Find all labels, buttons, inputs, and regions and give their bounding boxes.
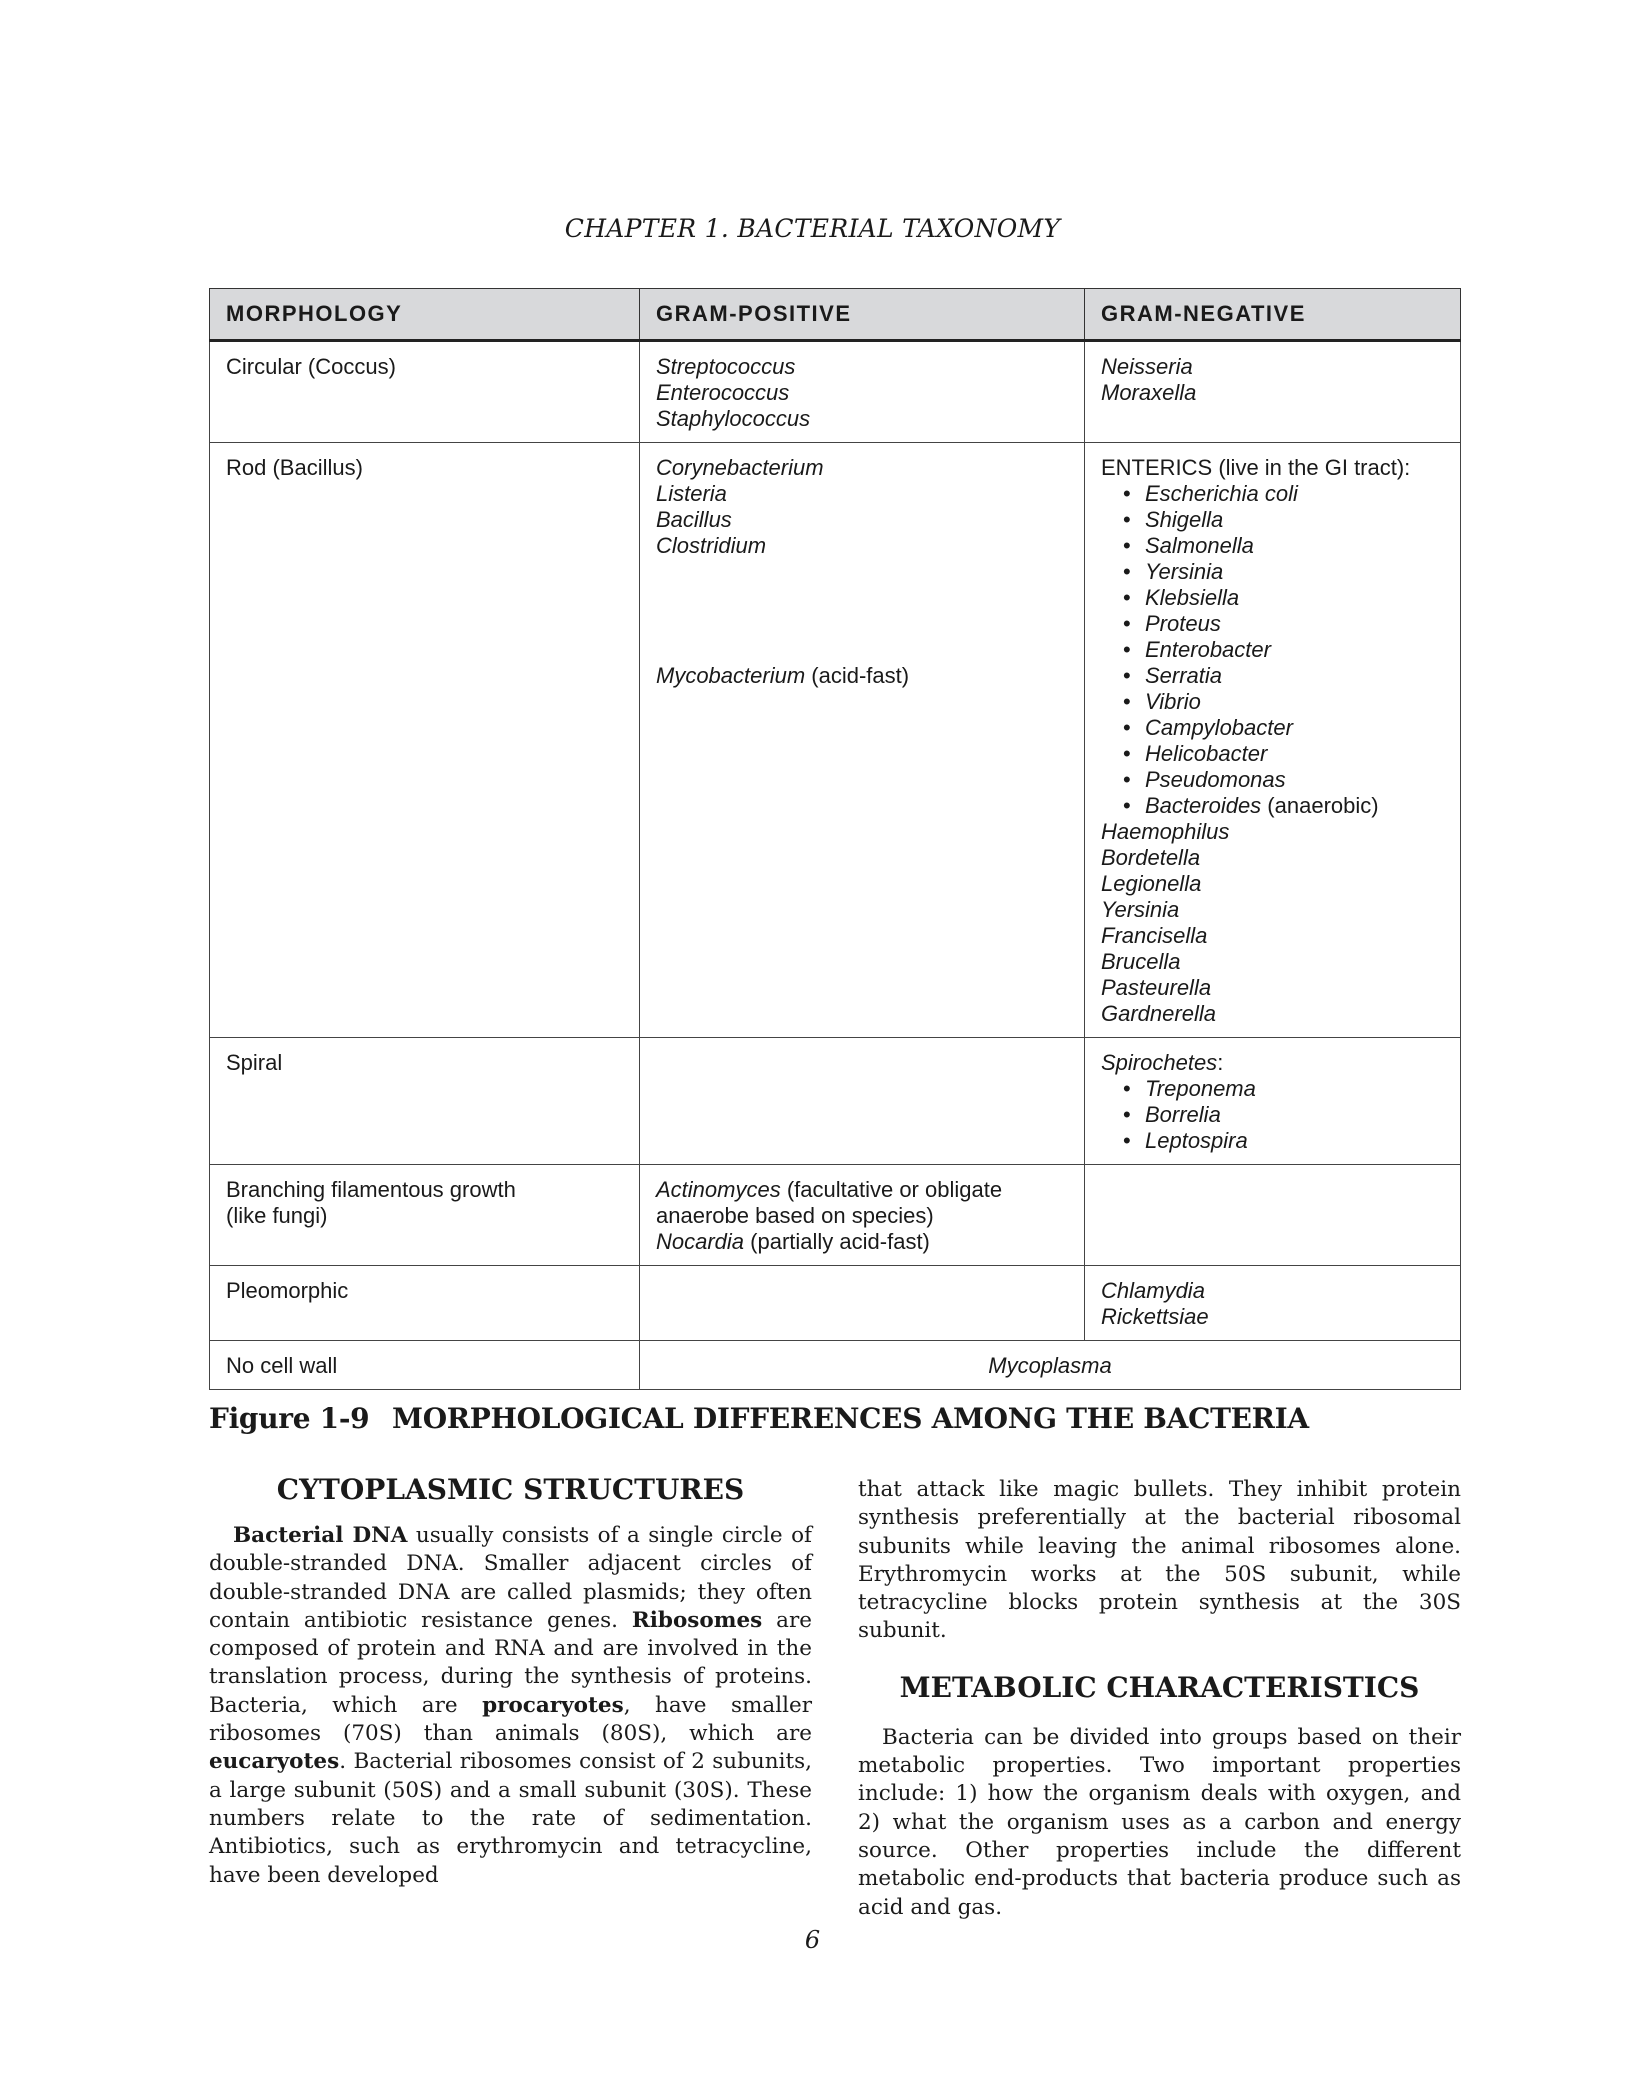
list-item: • Campylobacter (1123, 715, 1293, 740)
organism: Francisella (1101, 923, 1208, 948)
section-heading-cytoplasmic: CYTOPLASMIC STRUCTURES (276, 1473, 745, 1506)
organism: Listeria (656, 481, 727, 506)
list-item: • Bacteroides (anaerobic) (1123, 793, 1379, 818)
organism: Moraxella (1101, 380, 1197, 405)
cell-morphology (210, 341, 640, 443)
list-item: • Borrelia (1123, 1102, 1221, 1127)
organism-with-note: Nocardia (partially acid-fast) (656, 1229, 930, 1254)
list-item: • Proteus (1123, 611, 1221, 636)
list-item: • Salmonella (1123, 533, 1254, 558)
header-gram-negative: GRAM-NEGATIVE (1085, 289, 1461, 341)
list-item: • Escherichia coli (1123, 481, 1298, 506)
organism: Legionella (1101, 871, 1202, 896)
organism: Neisseria (1101, 354, 1193, 379)
organism: Clostridium (656, 533, 767, 558)
morphology-label: Circular (Coccus) (226, 354, 396, 379)
table-row-pleomorphic (210, 1266, 1461, 1341)
table-row-spiral (210, 1038, 1461, 1165)
organism: Corynebacterium (656, 455, 824, 480)
organism: Bacillus (656, 507, 732, 532)
cell-morphology (210, 1038, 640, 1165)
organism: Rickettsiae (1101, 1304, 1209, 1329)
cell-gram-negative (1085, 341, 1461, 443)
list-item: • Shigella (1123, 507, 1224, 532)
table-row-bacillus (210, 443, 1461, 1038)
organism: Streptococcus (656, 354, 796, 379)
cell-gram-positive (640, 1266, 1085, 1341)
column-right (858, 1476, 1461, 1922)
paragraph-cytoplasmic: Bacterial DNA usually consists of a single circle of double-stranded DNA. Smaller adjacent circles of double-stranded DNA are called plasmids; they often contain antibiotic resistance genes. Ribosomes are composed of protein and RNA and are involved in the translation process, during the synthesis of proteins. Bacteria, which are procaryotes, have smaller ribosomes (70S) than animals (80S), which are eucaryotes. Bacterial ribosomes consist of 2 subunits, a large subunit (50S) and a small subunit (30S). These numbers relate to the rate of sedimentation. Antibiotics, such as erythromycin and tetracycline, have been developed (209, 1523, 812, 1888)
table-row-branching (210, 1165, 1461, 1266)
organism: Mycobacterium (656, 663, 806, 688)
list-item: • Helicobacter (1123, 741, 1268, 766)
list-item: • Vibrio (1123, 689, 1201, 714)
organism: Brucella (1101, 949, 1181, 974)
column-left (209, 1472, 812, 1890)
table-header-row (210, 289, 1461, 341)
cell-morphology (210, 1165, 640, 1266)
organism: Enterococcus (656, 380, 790, 405)
figure-title: MORPHOLOGICAL DIFFERENCES AMONG THE BACTERIA (392, 1402, 1309, 1435)
section-heading-metabolic: METABOLIC CHARACTERISTICS (899, 1670, 1420, 1704)
cell-gram-negative (1085, 1038, 1461, 1165)
morphology-label: Spiral (226, 1050, 283, 1075)
organism: Haemophilus (1101, 819, 1230, 844)
organism-note: anaerobe based on species) (656, 1203, 934, 1228)
group-label: Spirochetes: (1101, 1050, 1224, 1075)
cell-both-gram (640, 1341, 1461, 1390)
organism: Staphylococcus (656, 406, 811, 431)
morphology-label: (like fungi) (226, 1203, 328, 1228)
list-item: • Leptospira (1123, 1128, 1248, 1153)
morphology-label: No cell wall (226, 1353, 338, 1378)
running-head: CHAPTER 1. BACTERIAL TAXONOMY (564, 214, 1061, 243)
morphology-label: Branching filamentous growth (226, 1177, 516, 1202)
enterics-label: ENTERICS (live in the GI tract): (1101, 455, 1411, 480)
organism: Pasteurella (1101, 975, 1212, 1000)
morphology-table (209, 288, 1461, 1390)
list-item: • Pseudomonas (1123, 767, 1286, 792)
paragraph-cytoplasmic-continued: that attack like magic bullets. They inhibit protein synthesis preferentially at the bacterial ribosomal subunits while leaving the animal ribosomes alone. Erythromycin works at the 50S subunit, while tetracycline blocks protein synthesis at the 30S subunit. (858, 1477, 1461, 1644)
organism: Yersinia (1101, 897, 1180, 922)
figure-caption (209, 1402, 1469, 1435)
cell-morphology (210, 1266, 640, 1341)
header-morphology: MORPHOLOGY (210, 289, 640, 341)
organism-with-note (656, 663, 1068, 689)
table-row-no-cell-wall (210, 1341, 1461, 1390)
list-item: • Klebsiella (1123, 585, 1240, 610)
cell-gram-negative (1085, 1266, 1461, 1341)
cell-gram-negative (1085, 443, 1461, 1038)
list-item: • Serratia (1123, 663, 1223, 688)
cell-gram-positive (640, 443, 1085, 1038)
morphology-label: Rod (Bacillus) (226, 455, 363, 480)
organism-with-note: Actinomyces (facultative or obligate (656, 1177, 1003, 1202)
header-gram-positive: GRAM-POSITIVE (640, 289, 1085, 341)
cell-gram-positive (640, 1165, 1085, 1266)
list-item: • Yersinia (1123, 559, 1224, 584)
cell-gram-negative (1085, 1165, 1461, 1266)
organism: Bordetella (1101, 845, 1201, 870)
cell-morphology (210, 443, 640, 1038)
spacer (656, 559, 1068, 663)
figure-number: Figure 1-9 (209, 1402, 370, 1435)
page-number: 6 (804, 1926, 821, 1954)
cell-morphology (210, 1341, 640, 1390)
paragraph-metabolic: Bacteria can be divided into groups based on their metabolic properties. Two important properties include: 1) how the organism deals with oxygen, and 2) what the organism uses as a carbon and energy source. Other properties include the different metabolic end-products that bacteria produce such as acid and gas. (858, 1724, 1461, 1920)
cell-gram-positive (640, 341, 1085, 443)
organism-note: (acid-fast) (805, 663, 910, 688)
organism: Mycoplasma (988, 1353, 1112, 1378)
table-row-coccus (210, 341, 1461, 443)
list-item: • Enterobacter (1123, 637, 1271, 662)
organism: Gardnerella (1101, 1001, 1216, 1026)
morphology-label: Pleomorphic (226, 1278, 349, 1303)
list-item: • Treponema (1123, 1076, 1256, 1101)
organism: Chlamydia (1101, 1278, 1205, 1303)
cell-gram-positive (640, 1038, 1085, 1165)
